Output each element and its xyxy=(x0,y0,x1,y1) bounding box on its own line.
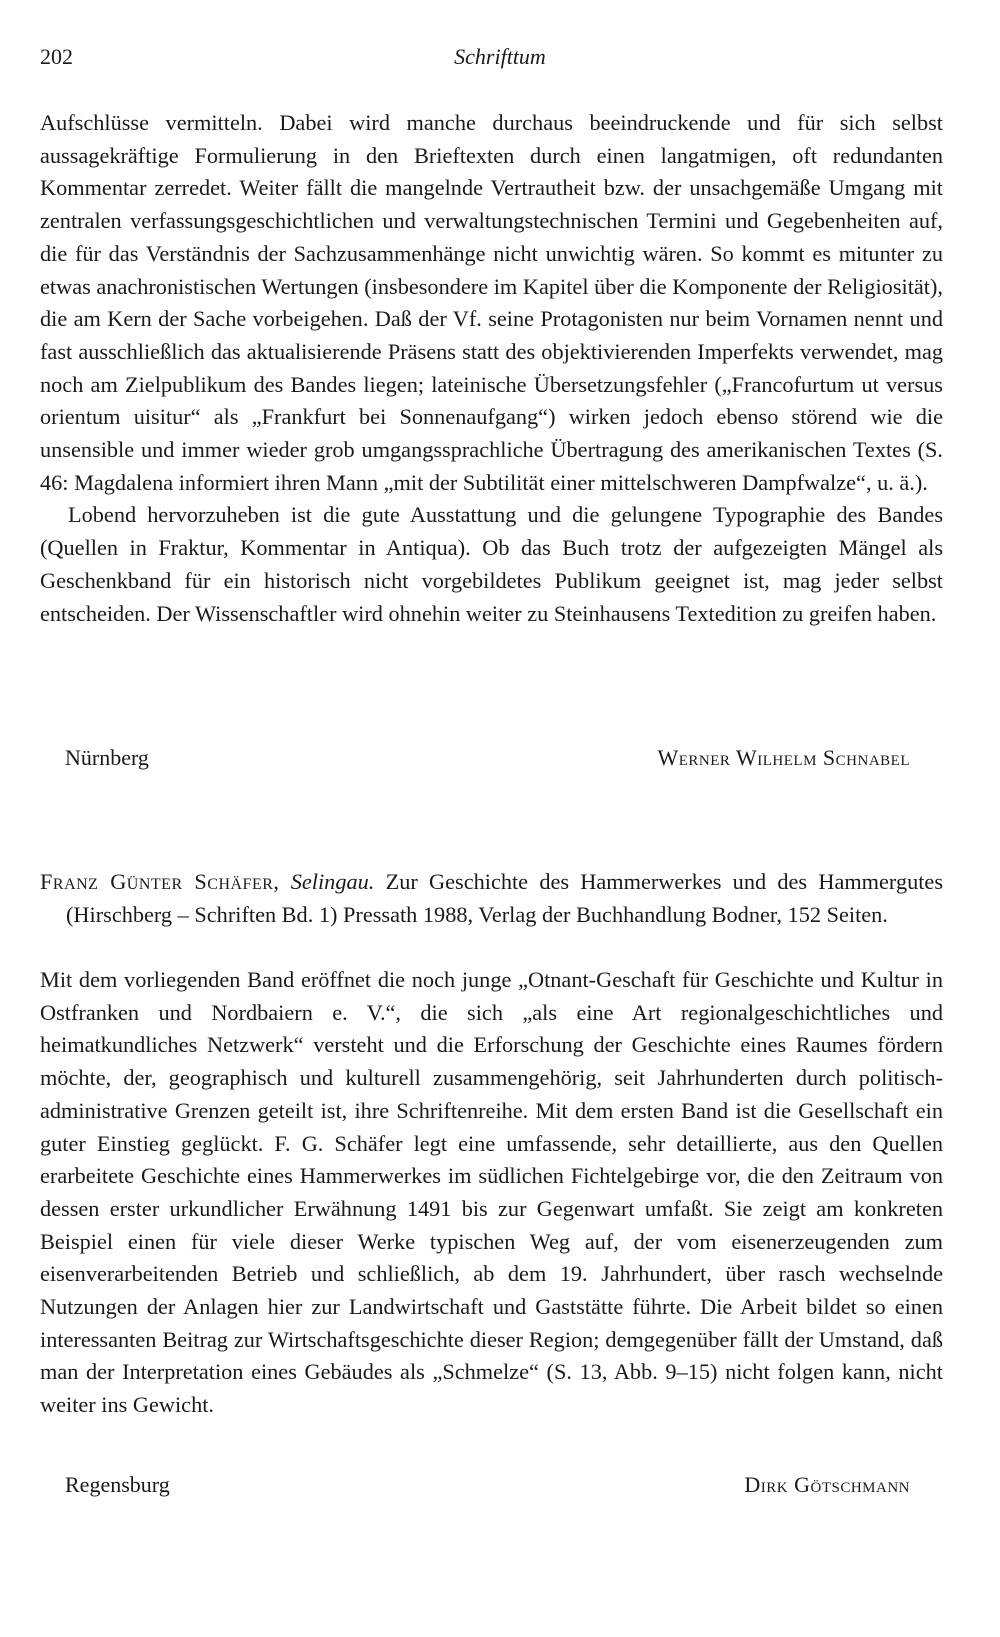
review-1-place: Nürnberg xyxy=(65,745,149,770)
citation-title: Selingau. xyxy=(290,869,375,894)
review-1-paragraph-2: Lobend hervorzuheben ist die gute Ausstattung und die gelungene Typographie des Bandes (Quellen in Fraktur, Kommentar in Antiqua). Ob das Buch trotz der aufgezeigten Mängel als Geschenkband für ein historisch nicht vorgebildetes Publikum geeignet ist, mag jeder selbst entscheiden. Der Wissenschaftler wird ohnehin weiter zu Steinhausens Textedition zu greifen haben. xyxy=(40,502,943,626)
review-1-body xyxy=(40,107,943,630)
review-1-reviewer: Werner Wilhelm Schnabel xyxy=(657,745,910,770)
running-title: Schrifttum xyxy=(454,44,546,69)
citation-author: Franz Günter Schäfer, xyxy=(40,869,280,894)
review-2-reviewer: Dirk Götschmann xyxy=(744,1472,910,1497)
review-1-paragraph-1: Aufschlüsse vermitteln. Dabei wird manche durchaus beeindruckende und für sich selbst aussagekräftige Formulierung in den Brieftexten durch einen langatmigen, oft redundanten Kommentar zerredet. Weiter fällt die mangelnde Vertrautheit bzw. der unsachgemäße Umgang mit zentralen verfassungsgeschichtlichen und verwaltungstechnischen Termini und Gegebenheiten auf, die für das Verständnis der Sachzusammenhänge nicht unwichtig wären. So kommt es mitunter zu etwas anachronistischen Wertungen (insbesondere im Kapitel über die Komponente der Religiosität), die am Kern der Sache vorbeigehen. Daß der Vf. seine Protagonisten nur beim Vornamen nennt und fast ausschließlich das aktualisierende Präsens statt des objektivierenden Imperfekts verwendet, mag noch am Zielpublikum des Bandes liegen; lateinische Übersetzungsfehler („Francofurtum ut versus orientum uisitur“ als „Frankfurt bei Sonnenaufgang“) wirken jedoch ebenso störend wie die unsensible und immer wieder grob umgangssprachliche Übertragung des amerikanischen Textes (S. 46: Magdalena informiert ihren Mann „mit der Subtilität einer mittelschweren Dampfwalze“, u. ä.). xyxy=(40,110,943,495)
page-number: 202 xyxy=(40,44,73,69)
review-2-body xyxy=(40,964,943,1422)
citation-details: Zur Geschichte des Hammerwerkes und des Hammergutes (Hirschberg – Schriften Bd. 1) Pressath 1988, Verlag der Buchhandlung Bodner, 152 Seiten. xyxy=(66,869,944,927)
review-2-place: Regensburg xyxy=(65,1472,170,1497)
review-2-citation xyxy=(40,866,943,931)
review-2-paragraph: Mit dem vorliegenden Band eröffnet die noch junge „Otnant-Geschaft für Geschichte und Kultur in Ostfranken und Nordbaiern e. V.“, die sich „als eine Art regionalgeschichtliches und heimatkundliches Netzwerk“ versteht und die Erforschung der Geschichte eines Raumes fördern möchte, der, geographisch und kulturell zusammengehörig, seit Jahrhunderten durch politisch-administrative Grenzen geteilt ist, ihre Schriftenreihe. Mit dem ersten Band ist die Gesellschaft ein guter Einstieg geglückt. F. G. Schäfer legt eine umfassende, sehr detaillierte, aus den Quellen erarbeitete Geschichte eines Hammerwerkes im südlichen Fichtelgebirge vor, die den Zeitraum von dessen erster urkundlicher Erwähnung 1491 bis zur Gegenwart umfaßt. Sie zeigt am konkreten Beispiel einen für viele dieser Werke typischen Weg auf, der vom eisenerzeugenden zum eisenverarbeitenden Betrieb und schließlich, ab dem 19. Jahrhundert, über rasch wechselnde Nutzungen der Anlagen hier zur Landwirtschaft und Gaststätte führte. Die Arbeit bildet so einen interessanten Beitrag zur Wirtschaftsgeschichte dieser Region; demgegenüber fällt der Umstand, daß man der Interpretation eines Gebäudes als „Schmelze“ (S. 13, Abb. 9–15) nicht folgen kann, nicht weiter ins Gewicht. xyxy=(40,967,943,1418)
